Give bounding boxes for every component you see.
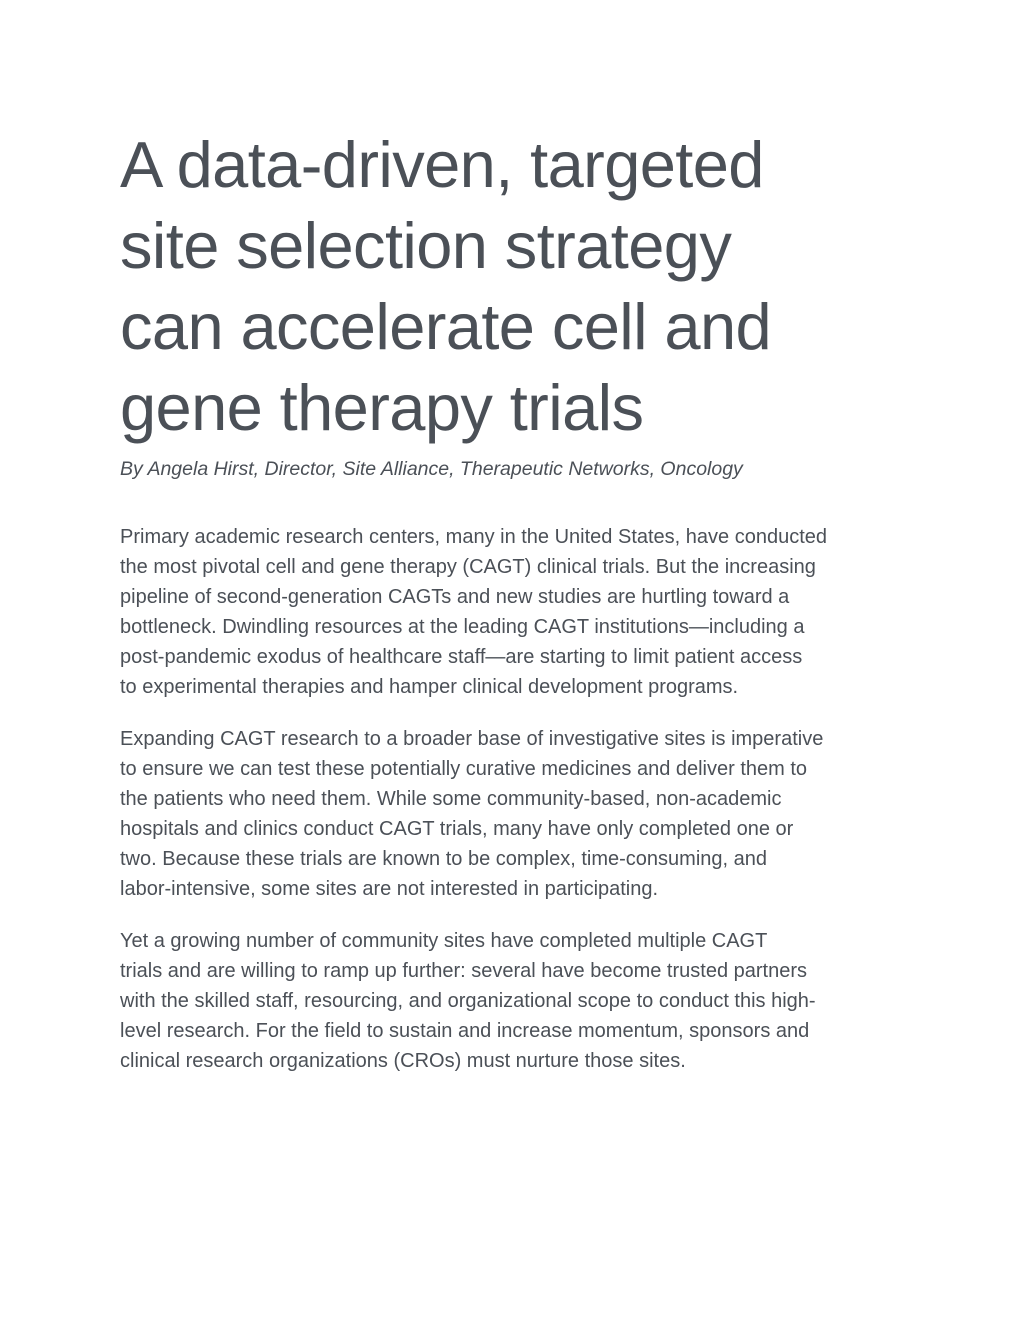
paragraph-line: clinical research organizations (CROs) must nurture those sites.: [120, 1050, 686, 1072]
title-line: can accelerate cell and: [120, 290, 772, 363]
paragraph-line: post-pandemic exodus of healthcare staff—are starting to limit patient access: [120, 646, 803, 668]
paragraph-line: Expanding CAGT research to a broader base of investigative sites is imperative: [120, 728, 824, 750]
title-line: gene therapy trials: [120, 371, 644, 444]
paragraph-line: to ensure we can test these potentially curative medicines and deliver them to: [120, 758, 808, 780]
paragraph-line: Yet a growing number of community sites have completed multiple CAGT: [120, 930, 768, 952]
title-line: site selection strategy: [120, 209, 732, 282]
article: [120, 124, 910, 1098]
article-title: [120, 124, 910, 448]
paragraph-3: [120, 926, 910, 1076]
paragraph-2: [120, 724, 910, 904]
paragraph-line: hospitals and clinics conduct CAGT trials, many have only completed one or: [120, 818, 794, 840]
paragraph-line: bottleneck. Dwindling resources at the leading CAGT institutions—including a: [120, 616, 805, 638]
paragraph-line: the patients who need them. While some community-based, non-academic: [120, 788, 782, 810]
title-line: A data-driven, targeted: [120, 128, 764, 201]
author-byline: By Angela Hirst, Director, Site Alliance, Therapeutic Networks, Oncology: [120, 458, 743, 480]
paragraph-line: pipeline of second-generation CAGTs and new studies are hurtling toward a: [120, 586, 790, 608]
article-body: [120, 522, 910, 1076]
paragraph-line: the most pivotal cell and gene therapy (CAGT) clinical trials. But the increasing: [120, 556, 816, 578]
paragraph-line: two. Because these trials are known to be complex, time-consuming, and: [120, 848, 767, 870]
paragraph-1: [120, 522, 910, 702]
paragraph-line: with the skilled staff, resourcing, and organizational scope to conduct this high-: [120, 990, 816, 1012]
paragraph-line: level research. For the field to sustain and increase momentum, sponsors and: [120, 1020, 810, 1042]
paragraph-line: Primary academic research centers, many in the United States, have conducted: [120, 526, 828, 548]
paragraph-line: to experimental therapies and hamper clinical development programs.: [120, 676, 739, 698]
paragraph-line: labor-intensive, some sites are not interested in participating.: [120, 878, 659, 900]
paragraph-line: trials and are willing to ramp up further: several have become trusted partners: [120, 960, 808, 982]
